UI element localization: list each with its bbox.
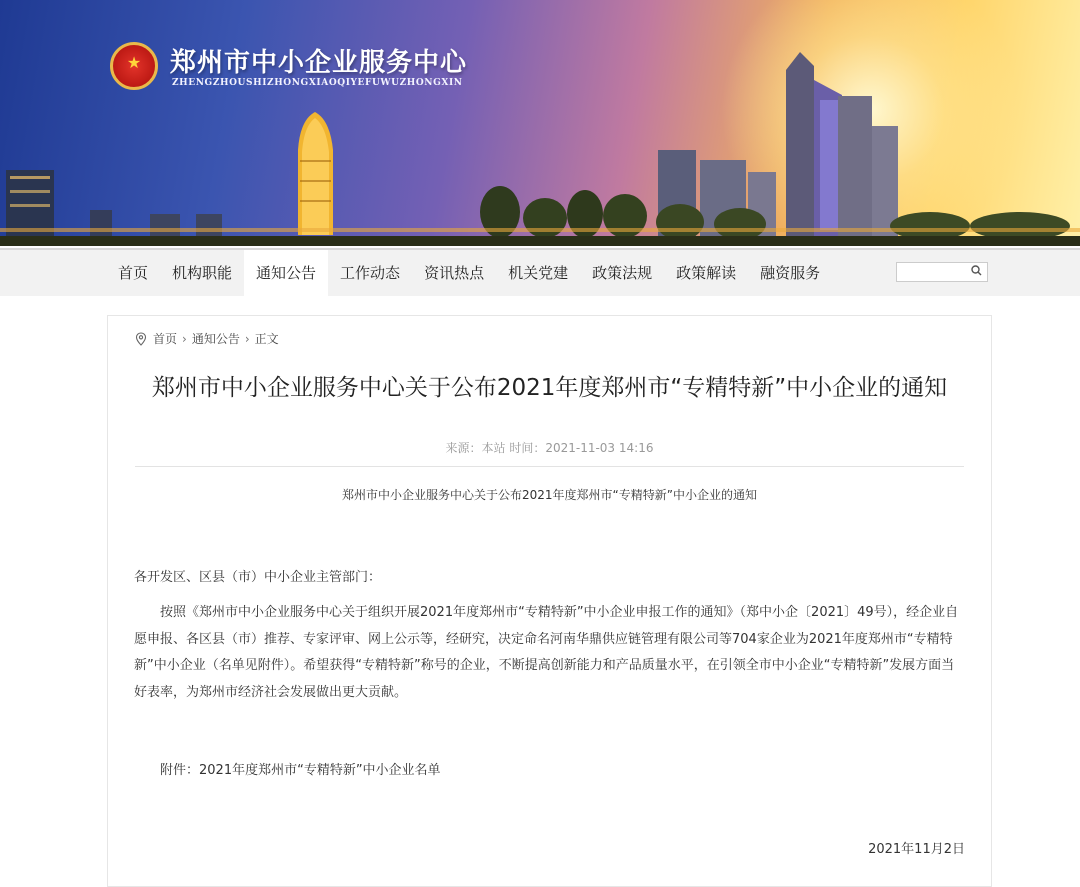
breadcrumb-home[interactable]: 首页 [153, 332, 178, 346]
nav-item-organization[interactable]: 机构职能 [172, 264, 233, 282]
site-subtitle: ZHENGZHOUSHIZHONGXIAOQIYEFUWUZHONGXIN [172, 78, 463, 88]
nav-item-policy-interpretation[interactable]: 政策解读 [676, 264, 737, 282]
nav-item-party-building[interactable]: 机关党建 [508, 264, 569, 282]
nav-item-policies[interactable]: 政策法规 [592, 264, 653, 282]
breadcrumb-current: 正文 [254, 332, 279, 346]
nav-item-financing[interactable]: 融资服务 [760, 264, 821, 282]
nav-item-hot-info[interactable]: 资讯热点 [424, 264, 485, 282]
nav-item-work-news[interactable]: 工作动态 [340, 264, 401, 282]
article-title: 郑州市中小企业服务中心关于公布2021年度郑州市“专精特新”中小企业的通知 [151, 375, 948, 401]
article-attachment[interactable]: 附件：2021年度郑州市“专精特新”中小企业名单 [160, 763, 441, 778]
header-banner [0, 0, 1080, 246]
divider [135, 466, 964, 467]
nav-item-home[interactable]: 首页 [118, 264, 149, 282]
main-nav [0, 248, 1080, 296]
article-greeting: 各开发区、区县（市）中小企业主管部门： [134, 570, 382, 585]
breadcrumb-section[interactable]: 通知公告 [191, 332, 240, 346]
city-skyline-image [0, 0, 1080, 246]
site-title: 郑州市中小企业服务中心 [170, 48, 468, 78]
chevron-right-icon: › [182, 331, 187, 346]
nav-item-notices[interactable]: 通知公告 [244, 250, 328, 296]
search-box [896, 262, 988, 282]
breadcrumb [135, 330, 279, 347]
search-icon[interactable] [971, 265, 982, 279]
article-date: 2021年11月2日 [868, 842, 965, 857]
article-body: 按照《郑州市中小企业服务中心关于组织开展2021年度郑州市“专精特新”中小企业申报工作的通知》（郑中小企〔2021〕49号），经企业自愿申报、各区县（市）推荐、专家评审、网上公示等，经研究，决定命名河南华鼎供应链管理有限公司等704家企业为2021年度郑州市“专精特新”中小企业（名单见附件）。希望获得“专精特新”称号的企业，不断提高创新能力和产品质量水平，在引领全市中小企业“专精特新”发展方面当好表率，为郑州市经济社会发展做出更大贡献。 [134, 605, 959, 700]
search-input[interactable] [901, 266, 975, 284]
article-meta: 来源：本站 时间：2021-11-03 14:16 [445, 441, 654, 455]
chevron-right-icon: › [244, 331, 250, 346]
article-card [107, 315, 992, 887]
article-subheading: 郑州市中小企业服务中心关于公布2021年度郑州市“专精特新”中小企业的通知 [342, 488, 757, 502]
nav-items [106, 250, 832, 296]
location-pin-icon [135, 332, 147, 346]
national-emblem-icon: ★ [110, 42, 158, 90]
